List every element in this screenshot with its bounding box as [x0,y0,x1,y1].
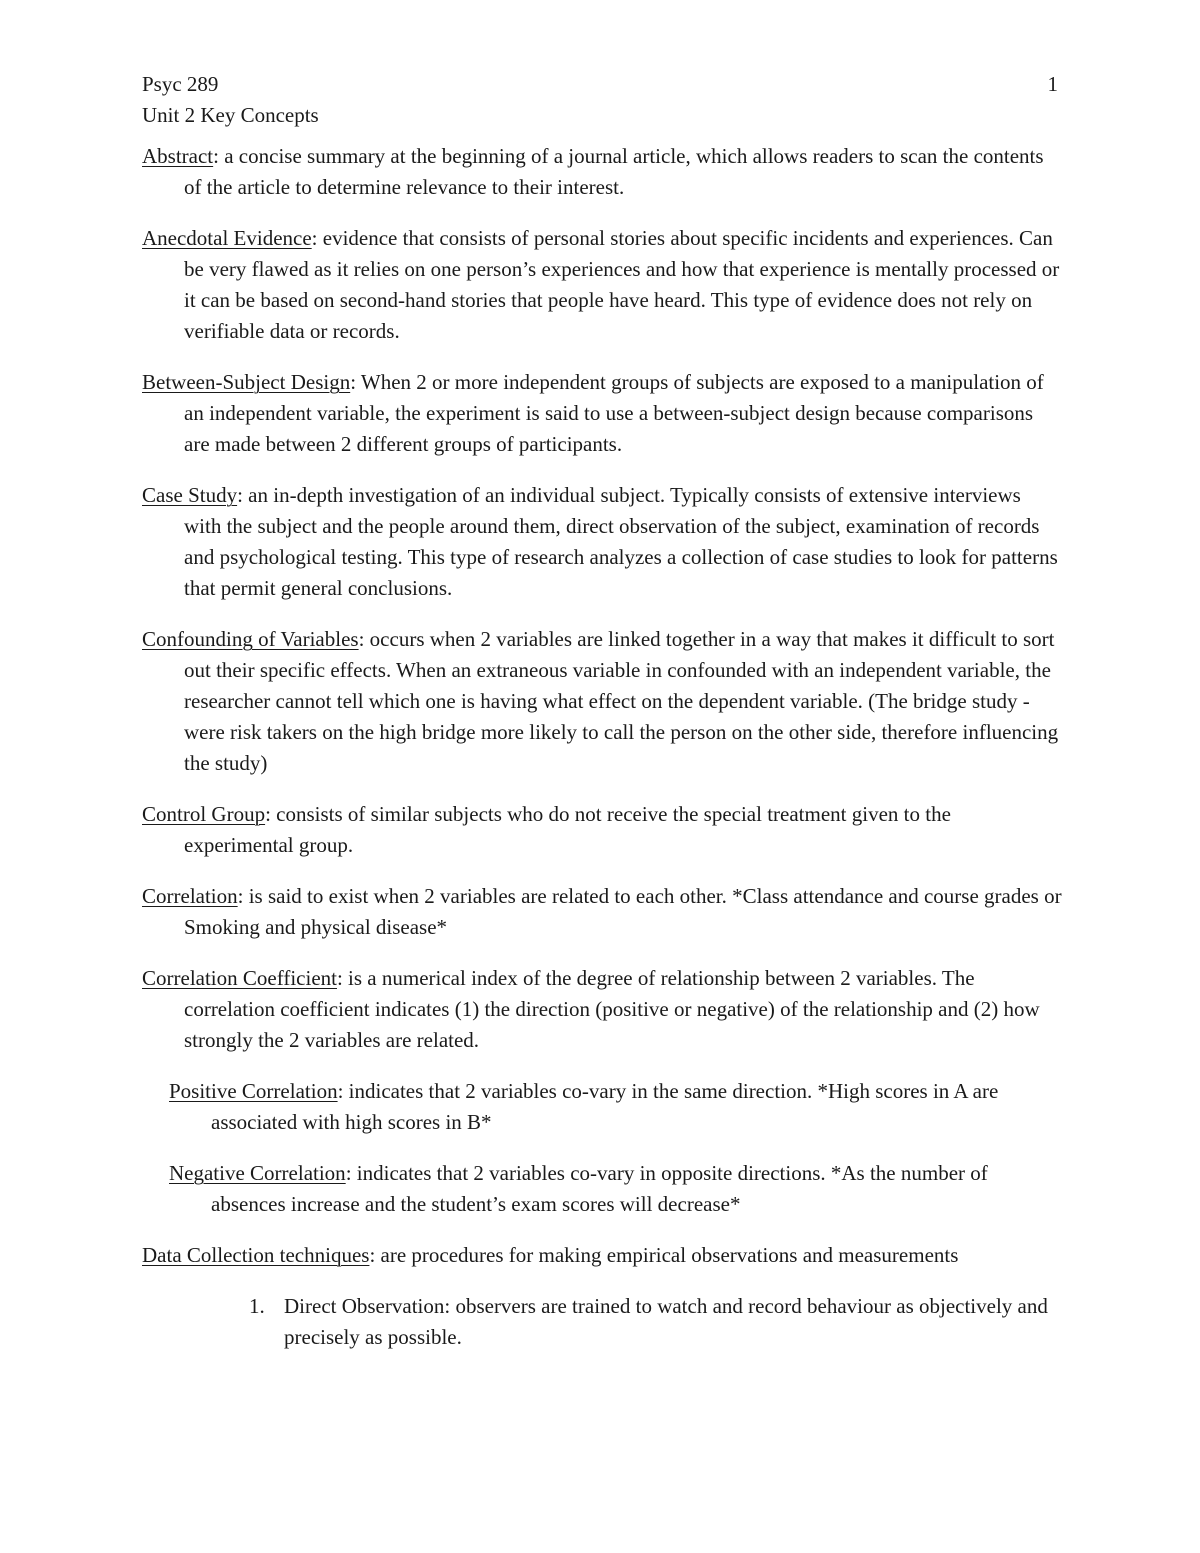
glossary-definition: : occurs when 2 variables are linked together in a way that makes it difficult to sort out their specific effects. When an extraneous variable in confounded with an independent variable, the researcher cannot tell which one is having what effect on the dependent variable. (The bridge study - were risk takers on the high bridge more likely to call the person on the other side, therefore influencing the study) [184,627,1059,775]
page-header [142,69,319,131]
glossary-definition: : evidence that consists of personal stories about specific incidents and experiences. Can be very flawed as it relies on one person’s experiences and how that experience is mentally processed or it can be based on second-hand stories that people have heard. This type of evidence does not rely on verifiable data or records. [184,226,1060,343]
glossary-definition: : are procedures for making empirical observations and measurements [369,1243,959,1267]
glossary-definition: : a concise summary at the beginning of a journal article, which allows readers to scan the contents of the article to determine relevance to their interest. [184,144,1044,199]
glossary-definition: : consists of similar subjects who do not receive the special treatment given to the experimental group. [184,802,951,857]
glossary-entry-abstract [142,141,1062,203]
glossary-definition: : is a numerical index of the degree of relationship between 2 variables. The correlation coefficient indicates (1) the direction (positive or negative) of the relationship and (2) how strongly the 2 variables are related. [184,966,1040,1052]
glossary-term: Anecdotal Evidence [142,226,312,250]
glossary-term: Correlation [142,884,238,908]
glossary-term: Negative Correlation [169,1161,346,1185]
glossary-entry-case-study [142,480,1062,604]
list-item-text: Direct Observation: observers are trained to watch and record behaviour as objectively and precisely as possible. [284,1294,1048,1349]
glossary-definition: : is said to exist when 2 variables are related to each other. *Class attendance and course grades or Smoking and physical disease* [184,884,1062,939]
page-number: 1 [1047,72,1058,96]
data-collection-list [142,1291,1062,1353]
glossary-term: Between-Subject Design [142,370,351,394]
glossary-entry-control-group [142,799,1062,861]
glossary-term: Control Group [142,802,266,826]
glossary-entry-confounding-of-variables [142,624,1062,779]
glossary-term: Correlation Coefficient [142,966,337,990]
glossary-definition: : indicates that 2 variables co-vary in opposite directions. *As the number of absences increase and the student’s exam scores will decrease* [211,1161,988,1216]
glossary-entry-anecdotal-evidence [142,223,1062,347]
glossary-term: Confounding of Variables [142,627,359,651]
glossary-term: Abstract [142,144,214,168]
glossary-subentry-positive-correlation [169,1076,1062,1138]
glossary-term: Data Collection techniques [142,1243,370,1267]
glossary-definition: : indicates that 2 variables co-vary in the same direction. *High scores in A are associated with high scores in B* [211,1079,999,1134]
glossary-term: Case Study [142,483,238,507]
glossary-definition: : an in-depth investigation of an individual subject. Typically consists of extensive interviews with the subject and the people around them, direct observation of the subject, examination of records and psychological testing. This type of research analyzes a collection of case studies to look for patterns that permit general conclusions. [184,483,1058,600]
glossary-entry-between-subject-design [142,367,1062,460]
list-item [142,1291,1062,1353]
course-code: Psyc 289 [142,72,219,96]
glossary-entry-correlation [142,881,1062,943]
glossary-entry-data-collection-techniques [142,1240,1062,1271]
glossary-entry-correlation-coefficient [142,963,1062,1056]
glossary-body [142,141,1062,1353]
glossary-definition: : When 2 or more independent groups of subjects are exposed to a manipulation of an independent variable, the experiment is said to use a between-subject design because comparisons are made between 2 different groups of participants. [184,370,1044,456]
list-item-number: 1. [249,1294,265,1318]
glossary-term: Positive Correlation [169,1079,338,1103]
document-title: Unit 2 Key Concepts [142,103,319,127]
glossary-subentry-negative-correlation [169,1158,1062,1220]
